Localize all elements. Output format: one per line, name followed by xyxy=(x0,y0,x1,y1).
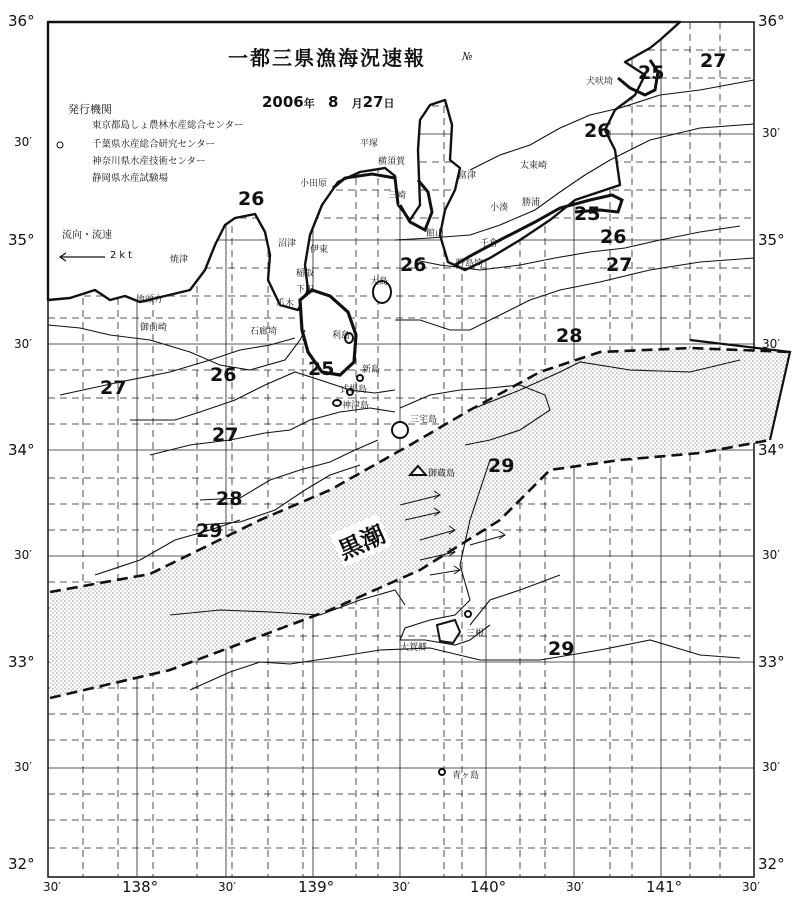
place-label: 青ヶ島 xyxy=(452,771,480,781)
lon-label-141: 141° xyxy=(646,878,683,896)
flow-legend-speed: 2kt xyxy=(110,250,136,261)
place-label: 館山 xyxy=(426,229,445,239)
lat-label-33-30-right: 30′ xyxy=(762,548,780,562)
lon-label-141-30: 30′ xyxy=(742,880,760,894)
place-label: 御蔵島 xyxy=(428,469,456,479)
flow-legend-label: 流向・流速 xyxy=(62,230,112,241)
isotherm-label: 28 xyxy=(216,488,243,510)
lat-label-36-right: 36° xyxy=(758,12,785,30)
date-month-unit: 月 xyxy=(351,97,363,110)
isotherm-label: 27 xyxy=(100,377,127,399)
lon-label-140-30: 30′ xyxy=(566,880,584,894)
date-day: 27 xyxy=(362,93,384,111)
lon-label-140: 140° xyxy=(470,878,507,896)
lat-label-33-right: 33° xyxy=(758,653,785,671)
isotherm-label: 27 xyxy=(212,424,239,446)
isotherm-label: 27 xyxy=(606,254,633,276)
date-month: 8 xyxy=(327,93,339,111)
place-label: 大島 xyxy=(370,277,389,287)
isotherm-label: 29 xyxy=(488,455,515,477)
date-day-unit: 日 xyxy=(383,97,395,110)
place-label: 小田原 xyxy=(300,179,328,189)
lat-label-32: 32° xyxy=(8,855,35,873)
issue-number: № xyxy=(462,50,473,63)
date-year: 2006 xyxy=(262,93,304,111)
lon-label-138-30: 30′ xyxy=(218,880,236,894)
lat-label-33-30: 30′ xyxy=(14,548,32,562)
place-label: 御前崎 xyxy=(140,323,168,333)
lon-label-139-30: 30′ xyxy=(392,880,410,894)
place-label: 新島 xyxy=(362,365,381,375)
isotherm-label: 26 xyxy=(600,226,627,248)
place-label: 犬吠埼 xyxy=(586,77,614,87)
isotherm-label: 27 xyxy=(700,50,727,72)
lat-label-35-30: 30′ xyxy=(14,135,32,149)
isotherm-label: 26 xyxy=(238,188,265,210)
isotherm-label: 26 xyxy=(584,120,611,142)
place-label: 神津島 xyxy=(342,401,370,411)
place-label: 稲取 xyxy=(296,269,315,279)
isotherm-label: 26 xyxy=(210,364,237,386)
issuer-item: 静岡県水産試験場 xyxy=(92,173,169,184)
place-label: 三宅島 xyxy=(410,415,438,425)
lat-label-32-30: 30′ xyxy=(14,760,32,774)
lat-label-35-30-right: 30′ xyxy=(762,126,780,140)
place-label: 横須賀 xyxy=(378,157,406,167)
place-label: 大賀郷 xyxy=(400,643,428,653)
date-year-unit: 年 xyxy=(303,97,315,110)
place-label: 沼津 xyxy=(278,239,297,249)
place-label: 地頭方 xyxy=(136,295,164,305)
isotherm-label: 29 xyxy=(548,638,575,660)
place-label: 三根 xyxy=(466,629,485,639)
issuer-item: 千葉県水産総合研究センター xyxy=(92,139,216,150)
lat-label-34-right: 34° xyxy=(758,441,785,459)
place-label: 千倉 xyxy=(480,239,499,249)
lat-label-34: 34° xyxy=(8,441,35,459)
isotherm-label: 25 xyxy=(638,62,665,84)
kuroshio-label: 黒潮 xyxy=(330,514,392,567)
isotherm-label: 29 xyxy=(196,520,223,542)
lon-label-139: 139° xyxy=(298,878,335,896)
lat-label-32-30-right: 30′ xyxy=(762,760,780,774)
isotherm-label: 25 xyxy=(308,358,335,380)
lat-label-34-30: 30′ xyxy=(14,337,32,351)
lat-label-35: 35° xyxy=(8,231,35,249)
place-label: 小湊 xyxy=(490,203,509,213)
place-label: 三崎 xyxy=(388,191,407,201)
lon-label-138: 138° xyxy=(122,878,159,896)
lat-label-34-30-right: 30′ xyxy=(762,337,780,351)
issuer-item: 神奈川県水産技術センター xyxy=(92,156,206,167)
place-label: 太東崎 xyxy=(520,161,548,171)
place-label: 富津 xyxy=(458,171,477,181)
place-label: 勝浦 xyxy=(522,198,541,208)
place-label: 焼津 xyxy=(170,255,189,265)
place-label: 伊東 xyxy=(310,245,329,255)
issuer-item: 東京都島しょ農林水産総合センター xyxy=(92,120,244,131)
lat-label-33: 33° xyxy=(8,653,35,671)
lat-label-36: 36° xyxy=(8,12,35,30)
isotherm-label: 25 xyxy=(574,203,601,225)
lat-label-32-right: 32° xyxy=(758,855,785,873)
place-label: 平塚 xyxy=(360,139,379,149)
report-date xyxy=(262,93,395,111)
place-label: 利島 xyxy=(332,331,351,341)
isotherm-label: 28 xyxy=(556,325,583,347)
lat-label-35-right: 35° xyxy=(758,231,785,249)
report-title: 一都三県漁海況速報 xyxy=(228,46,426,70)
place-label: 野島埼 xyxy=(456,259,484,269)
place-label: 爪木 xyxy=(276,299,295,309)
place-label: 石廊埼 xyxy=(250,327,278,337)
place-label: 式根島 xyxy=(340,385,368,395)
isotherm-label: 26 xyxy=(400,254,427,276)
lon-label-137-30: 30′ xyxy=(43,880,61,894)
place-label: 下田 xyxy=(296,285,315,295)
issuer-marker-icon xyxy=(57,142,63,148)
issuer-heading: 発行機関 xyxy=(68,103,112,116)
